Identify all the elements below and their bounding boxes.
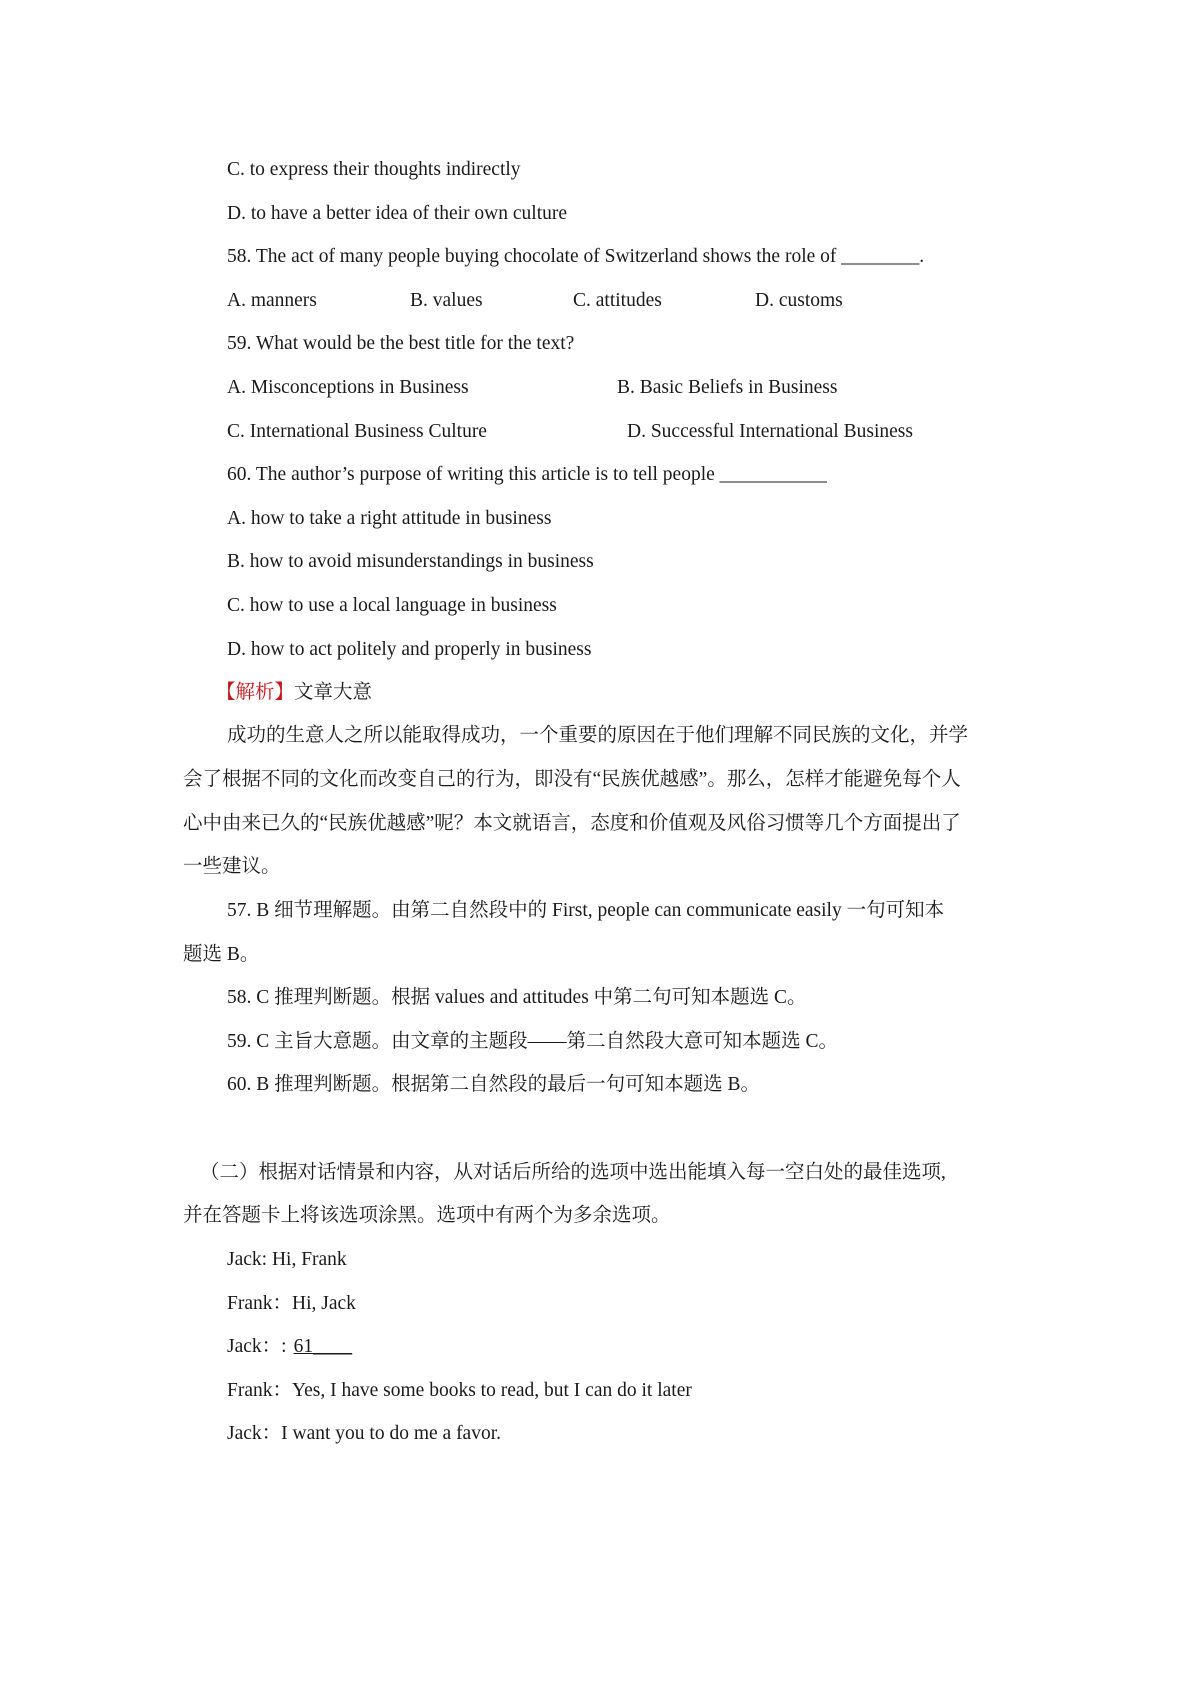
answer-58: 58. C 推理判断题。根据 values and attitudes 中第二句可知本题选 C。 [227, 987, 807, 1008]
q59-option-b: B. Basic Beliefs in Business [617, 377, 838, 398]
q58-option-d: D. customs [755, 290, 843, 311]
q59-option-a: A. Misconceptions in Business [227, 377, 469, 398]
blank-61: 61____ [293, 1336, 353, 1357]
q59-option-c: C. International Business Culture [227, 421, 487, 442]
answer-57: 57. B 细节理解题。由第二自然段中的 First, people can communicate easily 一句可知本 [227, 900, 945, 921]
summary-line-3: 心中由来已久的“民族优越感”呢？本文就语言，态度和价值观及风俗习惯等几个方面提出了 [183, 813, 961, 834]
q57-option-d: D. to have a better idea of their own culture [227, 203, 568, 224]
dialogue-line-2: Frank：Hi, Jack [227, 1293, 356, 1314]
section2-instruction-2: 并在答题卡上将该选项涂黑。选项中有两个为多余选项。 [183, 1205, 671, 1226]
analysis-tag: 【解析】 [216, 682, 295, 703]
answer-59: 59. C 主旨大意题。由文章的主题段——第二自然段大意可知本题选 C。 [227, 1031, 839, 1052]
q58-option-b: B. values [410, 290, 483, 311]
answer-60: 60. B 推理判断题。根据第二自然段的最后一句可知本题选 B。 [227, 1074, 761, 1095]
q58-stem: 58. The act of many people buying chocolate of Switzerland shows the role of ________. [227, 246, 925, 267]
summary-line-4: 一些建议。 [183, 856, 281, 877]
q60-option-d: D. how to act politely and properly in business [227, 639, 592, 660]
q60-option-a: A. how to take a right attitude in business [227, 508, 552, 529]
q60-stem: 60. The author’s purpose of writing this article is to tell people ___________ [227, 464, 827, 485]
dialogue-speaker-jack: Jack：: [227, 1336, 287, 1357]
q59-stem: 59. What would be the best title for the text? [227, 333, 575, 354]
q58-option-a: A. manners [227, 290, 317, 311]
q59-option-d: D. Successful International Business [627, 421, 913, 442]
summary-line-1: 成功的生意人之所以能取得成功，一个重要的原因在于他们理解不同民族的文化，并学 [227, 725, 969, 746]
dialogue-line-4: Frank：Yes, I have some books to read, but I can do it later [227, 1380, 692, 1401]
q58-option-c: C. attitudes [573, 290, 662, 311]
dialogue-line-5: Jack：I want you to do me a favor. [227, 1423, 502, 1444]
answer-57-continued: 题选 B。 [183, 944, 260, 965]
analysis-heading [216, 679, 372, 707]
q57-option-c: C. to express their thoughts indirectly [227, 159, 521, 180]
section2-instruction-1: （二）根据对话情景和内容，从对话后所给的选项中选出能填入每一空白处的最佳选项, [200, 1162, 946, 1183]
q60-option-c: C. how to use a local language in business [227, 595, 557, 616]
q60-option-b: B. how to avoid misunderstandings in business [227, 551, 594, 572]
dialogue-line-3 [227, 1333, 352, 1361]
dialogue-line-1: Jack: Hi, Frank [227, 1249, 347, 1270]
summary-line-2: 会了根据不同的文化而改变自己的行为，即没有“民族优越感”。那么，怎样才能避免每个人 [183, 769, 961, 790]
analysis-title: 文章大意 [294, 682, 373, 703]
